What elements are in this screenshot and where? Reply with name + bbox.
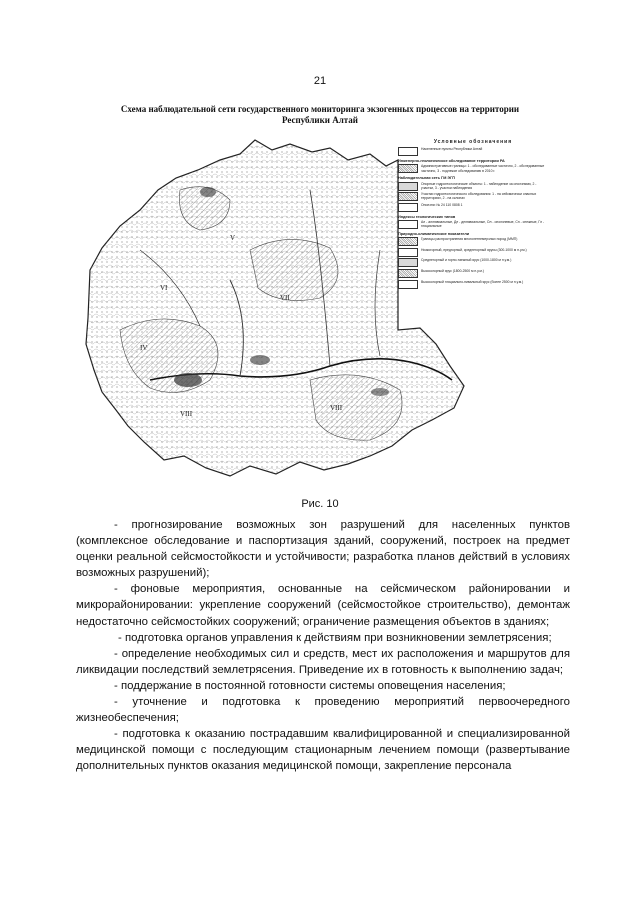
legend-row [398,280,548,289]
legend-section-title: Природно-климатические показатели [398,232,470,236]
svg-text:VI: VI [160,284,168,292]
legend-heading: Условные обозначения [433,139,513,145]
paragraph-background-measures: - фоновые мероприятия, основанные на сейсмическом районировании и микрорайонировании: укрепление сооружений (сейсмостойкое строительство), демонтаж недостаточно сейсмостойких сооружений; ограничение размещения объектов в зданиях; [76,583,570,628]
legend-text: Границы распространения многолетнемерзлых пород (ММП) [421,237,518,242]
page-number: 21 [313,75,327,87]
svg-text:V: V [230,234,236,242]
legend-text: Участки гидрогеологического обследования: 1 - на сейсмически опасных территориях, 2 - на склонах [421,192,537,201]
legend-row [398,164,548,173]
legend-row [398,203,548,212]
legend-row [398,192,548,201]
legend-row [398,269,548,278]
legend-swatch [398,258,418,267]
map-title: Схема наблюдательной сети государственного мониторинга экзогенных процессов на территории Республики Алтай [120,104,520,125]
svg-text:VII: VII [280,294,290,302]
legend-row [398,248,548,257]
legend-row [398,182,548,191]
legend-row [398,258,548,267]
legend-section-title: Инженерно-геологическое обследование территории РА [398,159,505,164]
legend-swatch [398,164,418,173]
svg-text:IV: IV [140,344,148,352]
legend-row [398,220,548,229]
legend-row [398,237,548,246]
figure-caption: Рис. 10 [301,498,339,510]
legend-text: Оползни: № 24 110 0808 1 [421,202,463,207]
paragraph-alert-system: - поддержание в постоянной готовности системы оповещения населения; [114,679,506,692]
legend-text: Среднегорный и горно-таежный ярус (1000-1800 м н.у.м.) [421,258,512,263]
paragraph-zone-forecast: - прогнозирование возможных зон разрушений для населенных пунктов (комплексное обследование и паспортизация зданий, сооружений, построек на предмет оценки реальной сейсмостойкости и устойчивости; разработка планов действий в условиях возможных разрушений); [76,519,570,580]
paragraph-management-training: - подготовка органов управления к действиям при возникновении землетрясения; [118,631,552,644]
legend-row [398,147,548,156]
legend-swatch [398,192,418,201]
body-text [76,517,570,775]
legend-text: Высокогорный ярус (1800-2500 м н.у.м.) [421,268,484,273]
legend-section-title: Индексы геологических типов [398,214,456,219]
legend-text: Населенные пункты Республики Алтай [421,147,483,152]
legend-items [398,147,548,288]
map-legend [398,140,548,430]
legend-text: Высокогорный гляциально-нивальный ярус (более 2500 м н.у.м.) [421,279,524,284]
legend-swatch [398,248,418,257]
paragraph-life-support: - уточнение и подготовка к проведению мероприятий первоочередного жизнеобеспечения; [76,696,570,725]
svg-text:VIII: VIII [180,410,193,418]
legend-swatch [398,182,418,191]
legend-text: Ал - аллювиальные, Де - делювиальные, Ол - оползневые, Сн - снежные, Гл - гляциальные [421,220,545,229]
legend-swatch [398,269,418,278]
legend-swatch [398,147,418,156]
legend-swatch [398,237,418,246]
legend-section-title: Наблюдательная сеть ГМ ЭГП [398,176,455,181]
legend-text: Опорные гидрогеологические объекты: 1 - наблюдение за оползнями, 2 - участки, 3 - участки наблюдения [421,181,537,190]
svg-text:VIII: VIII [330,404,343,412]
paragraph-medical-aid: - подготовка к оказанию пострадавшим квалифицированной и специализированной медицинской помощи с последующим стационарным лечением помощи (развертывание дополнительных пунктов оказания медицинской помощи, закрепление персонала [76,728,570,773]
legend-text: Низкогорный, предгорный, среднегорный ярусы (300-1000 м н.у.м.) [421,247,527,252]
legend-swatch [398,220,418,229]
legend-text: Административные границы: 1 - обследованные частично, 2 - обследованные частично, 3 - подлежат обследованию в 2010 г. [421,164,545,173]
legend-swatch [398,203,418,212]
legend-swatch [398,280,418,289]
paragraph-forces-means: - определение необходимых сил и средств, мест их расположения и маршрутов для ликвидации последствий землетрясения. Приведение их в готовность к выполнению задач; [76,647,570,676]
